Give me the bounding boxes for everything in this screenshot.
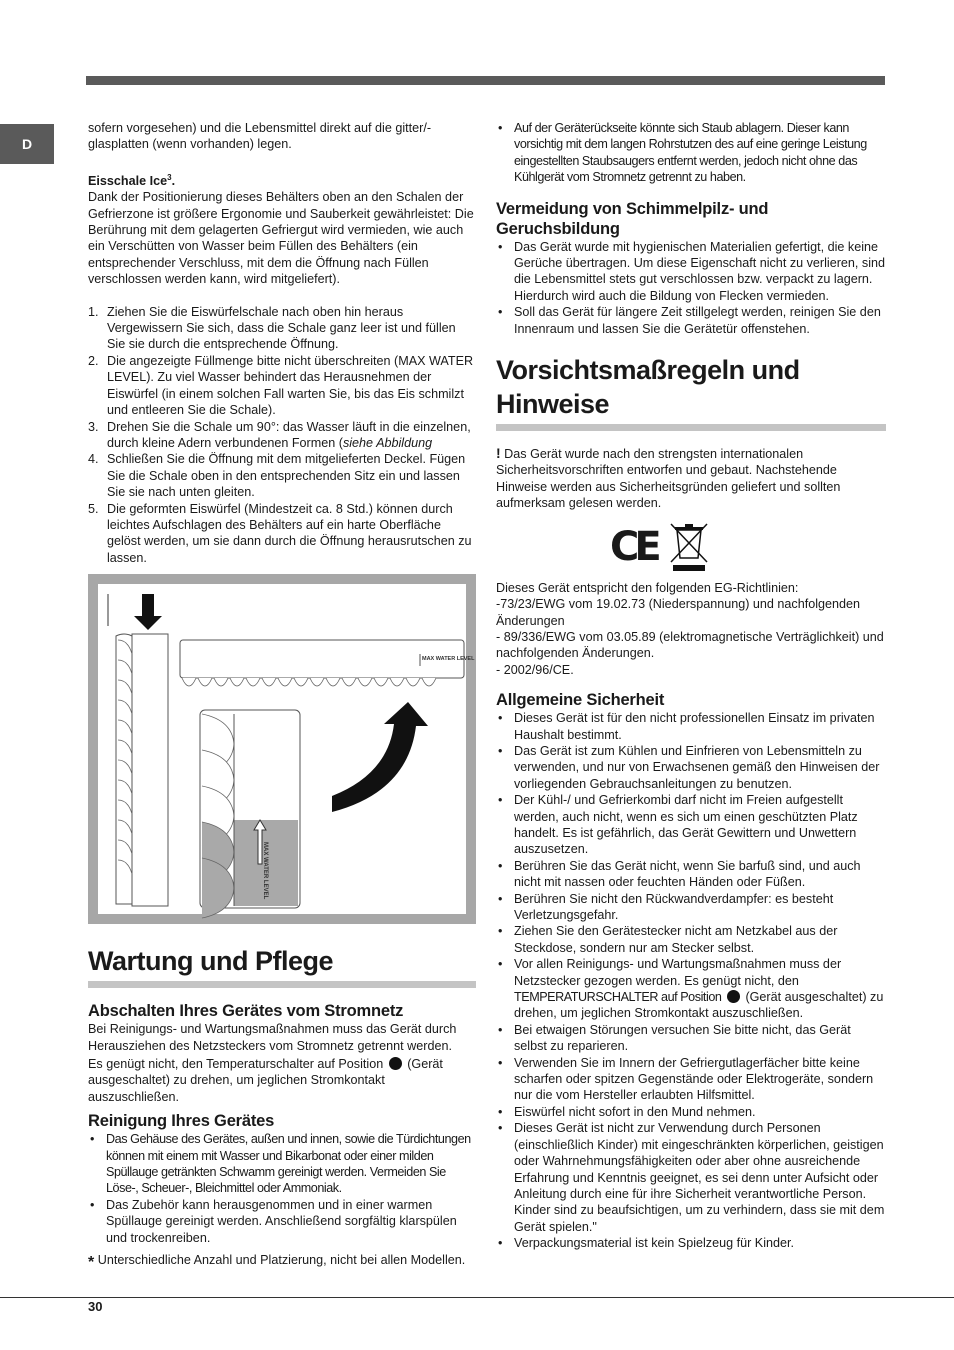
safety-section-title: Allgemeine Sicherheit bbox=[496, 691, 665, 710]
safety-text: Berühren Sie nicht den Rückwandverdampfer: es besteht Verletzungsgefahr. bbox=[514, 891, 834, 922]
bullet-icon: • bbox=[498, 743, 503, 758]
safety-text: Das Gerät ist zum Kühlen und Einfrieren von Lebensmitteln zu verwenden, und nur von Erwachsenen gemäß den Hinweisen der vorliegenden Gebrauchsanleitungen zu benutzen. bbox=[514, 743, 880, 791]
footnote-star: * bbox=[88, 1254, 95, 1272]
bullet-icon: • bbox=[498, 305, 503, 320]
bullet-icon: • bbox=[498, 239, 503, 254]
list-item bbox=[88, 451, 476, 500]
list-item bbox=[496, 120, 886, 186]
power-body-2a: Es genügt nicht, den Temperaturschalter auf Position bbox=[88, 1056, 384, 1071]
dust-list bbox=[496, 120, 886, 186]
power-body-2b: (Gerät ausgeschaltet) zu drehen, um jeglichen Stromkontakt auszuschließen. bbox=[88, 1056, 443, 1104]
ice-tray-sup: 3 bbox=[167, 172, 172, 182]
bullet-icon: • bbox=[498, 793, 503, 808]
list-item bbox=[496, 1120, 886, 1235]
list-item bbox=[496, 1104, 886, 1120]
maintenance-title: Wartung und Pflege bbox=[88, 946, 333, 977]
bullet-icon: • bbox=[498, 1236, 503, 1251]
safety-text: Bei etwaigen Störungen versuchen Sie bitte nicht, das Gerät selbst zu reparieren. bbox=[514, 1022, 851, 1054]
ice-tray-heading bbox=[88, 173, 476, 189]
power-body-1: Bei Reinigungs- und Wartungsmaßnahmen muss das Gerät durch Herausziehen des Netzsteckers vom Stromnetz getrennt werden. bbox=[88, 1022, 457, 1053]
list-item bbox=[496, 792, 886, 858]
list-item bbox=[496, 891, 886, 924]
cleaning-list bbox=[88, 1131, 476, 1246]
safety-text: Dieses Gerät ist für den nicht professionellen Einsatz im privaten Haushalt bestimmt. bbox=[514, 711, 875, 742]
list-item bbox=[496, 710, 886, 743]
power-section-title: Abschalten Ihres Gerätes vom Stromnetz bbox=[88, 1002, 404, 1021]
safety-switch-text-c: (Gerät ausgeschaltet) zu drehen, um jeglichen Stromkontakt auszuschließen. bbox=[514, 990, 884, 1021]
footnote bbox=[88, 1252, 476, 1271]
bullet-icon: • bbox=[90, 1197, 95, 1212]
warning-paragraph bbox=[496, 445, 886, 512]
bullet-icon: • bbox=[498, 957, 503, 972]
list-item bbox=[496, 304, 886, 337]
ice-tray-body: Dank der Positionierung dieses Behälters oben an den Schalen der Gefrierzone ist größere Ergonomie und Sauberkeit gewährleistet: Die Berührung mit dem gelagerten Gefriergut wird vermieden, wie auch ein Verschütten von Wasser beim Füllen des Behälters (ein entsprechender Verschluss, mit dem die Öffnung nach Füllen verschlossen werden kann, wird mitgeliefert). bbox=[88, 190, 474, 287]
intro-text: sofern vorgesehen) und die Lebensmittel direkt auf die gitter/-glasplatten (wenn vorhanden) legen. bbox=[88, 121, 432, 152]
mold-list bbox=[496, 239, 886, 337]
figure-label-max: MAX WATER LEVEL bbox=[422, 656, 475, 663]
step-text: Ziehen Sie die Eiswürfelschale nach oben hin heraus Vergewissern Sie sich, dass die Schale ganz leer ist und füllen Sie sie durch die entsprechende Öffnung. bbox=[107, 304, 456, 352]
directive-weee: - 2002/96/CE. bbox=[496, 662, 574, 677]
step-number: 2. bbox=[88, 353, 99, 368]
list-item bbox=[496, 1235, 886, 1251]
mold-text: Das Gerät wurde mit hygienischen Materialien gefertigt, die keine Gerüche übertragen. Um diese Eigenschaft nicht zu verlieren, sind die Lebensmittel stets gut verschlossen bzw. verpackt zu lagern. Hierdurch wird auch die Bildung von Flecken vermieden. bbox=[514, 239, 886, 303]
off-position-icon bbox=[727, 990, 740, 1003]
figure-label-max-word: MAX bbox=[262, 842, 268, 856]
list-item bbox=[88, 353, 476, 419]
cleaning-section-title: Reinigung Ihres Gerätes bbox=[88, 1112, 275, 1131]
ice-tray-title-end: . bbox=[171, 173, 176, 188]
bullet-icon: • bbox=[498, 858, 503, 873]
bullet-icon: • bbox=[498, 1104, 503, 1119]
title-rule bbox=[496, 424, 886, 431]
directive-emc: - 89/336/EWG vom 03.05.89 (elektromagnetische Verträglichkeit) und nachfolgenden Änderungen. bbox=[496, 629, 884, 661]
warning-icon: ! bbox=[496, 445, 501, 462]
ce-mark-icon: CE bbox=[610, 523, 657, 570]
safety-text: Ziehen Sie den Gerätestecker nicht am Netzkabel aus der Steckdose, sondern nur am Stecker selbst. bbox=[514, 924, 838, 955]
step-number: 5. bbox=[88, 501, 99, 516]
figure-label-water bbox=[262, 842, 268, 899]
cleaning-text: Das Gehäuse des Gerätes, außen und innen, sowie die Türdichtungen können mit einem mit Wasser und Bikarbonat oder einer milden Spüllauge getränkten Schwamm gereinigt werden. Vermeiden Sie Löse-, Scheuer-, Bleichmittel oder Ammoniak. bbox=[106, 1132, 471, 1196]
page-number: 30 bbox=[88, 1299, 103, 1314]
step-text: Drehen Sie die Schale um 90°: das Wasser läuft in die einzelnen, durch kleine Adern verbundenen Formen ( bbox=[107, 419, 471, 450]
safety-text: Verwenden Sie im Innern der Gefriergutlagerfächer bitte keine scharfen oder spitzen Gegenstände oder Elektrogeräte, sondern nur die vom Hersteller erlaubten Hilfsmittel. bbox=[514, 1055, 874, 1103]
bullet-icon: • bbox=[498, 924, 503, 939]
bullet-icon: • bbox=[498, 1121, 503, 1136]
step-text: Schließen Sie die Öffnung mit dem mitgelieferten Deckel. Fügen Sie die Schale oben in den entsprechenden Sitz ein und lassen Sie sie nach unten gleiten. bbox=[107, 452, 466, 500]
title-rule bbox=[88, 981, 476, 988]
safety-text: Der Kühl-/ und Gefrierkombi darf nicht im Freien aufgestellt werden, auch nicht, wenn es sich um einen geschützten Platz handelt. Es ist gefährlich, das Gerät Gewittern und Unwettern auszusetzen. bbox=[514, 793, 858, 857]
list-item bbox=[88, 501, 476, 567]
list-item bbox=[496, 239, 886, 305]
ice-tray-illustration bbox=[88, 574, 476, 924]
step-number: 3. bbox=[88, 419, 99, 434]
safety-switch-text-b: TEMPERATURSCHALTER auf Position bbox=[514, 990, 722, 1005]
directive-low-voltage: -73/23/EWG vom 19.02.73 (Niederspannung) und nachfolgenden Änderungen bbox=[496, 597, 861, 628]
power-body-2 bbox=[88, 1056, 476, 1105]
bullet-icon: • bbox=[498, 121, 502, 135]
ice-tray-title: Eisschale Ice bbox=[88, 173, 168, 188]
list-item bbox=[496, 1022, 886, 1055]
safety-text: Dieses Gerät ist nicht zur Verwendung durch Personen (einschließlich Kinder) mit eingeschränkten körperlichen, geistigen oder Wahrnehmungsfähigkeiten oder aber ohne ausreichende Erfahrung und Kenntnis geeignet, es sei denn unter Aufsicht oder Anleitung durch eine für ihre Sicherheit verantwortliche Person. Kinder sind zu beaufsichtigen, um zu verhindern, dass sie mit dem Gerät spielen." bbox=[514, 1121, 885, 1234]
list-item bbox=[88, 304, 476, 353]
bullet-icon: • bbox=[498, 711, 503, 726]
warning-text: Das Gerät wurde nach den strengsten internationalen Sicherheitsvorschriften entworfen und gebaut. Nachstehende Hinweise werden aus Sicherheitsgründen geliefert und sollten aufmerksam gelesen werden. bbox=[496, 447, 841, 511]
figure-label-water-words: WATER LEVEL bbox=[262, 857, 268, 900]
off-position-icon bbox=[389, 1057, 402, 1070]
directives-intro: Dieses Gerät entspricht den folgenden EG-Richtlinien: bbox=[496, 580, 799, 595]
mold-text: Soll das Gerät für längere Zeit stillgelegt werden, reinigen Sie den Innenraum und lassen Sie die Gerätetür offenstehen. bbox=[514, 305, 881, 336]
ice-tray-drawing bbox=[88, 574, 476, 924]
step-text: Die geformten Eiswürfel (Mindestzeit ca. 8 Std.) können durch leichtes Aufschlagen des Behälters auf ein harte Oberfläche gelöst werden, um sie dann durch die Öffnung herausrutschen zu lassen. bbox=[107, 501, 472, 565]
list-item bbox=[88, 419, 476, 452]
cleaning-text: Das Zubehör kann herausgenommen und in einer warmen Spüllauge gereinigt werden. Anschließend sorgfältig klarspülen und trockenreiben. bbox=[106, 1197, 457, 1245]
left-column bbox=[88, 120, 476, 1271]
language-tab-label: D bbox=[21, 135, 33, 152]
ice-steps-list bbox=[88, 304, 476, 567]
bullet-icon: • bbox=[498, 891, 503, 906]
dust-text: Auf der Geräterückseite könnte sich Staub ablagern. Dieser kann vorsichtig mit dem langen Rohrstutzen des auf eine geringe Leistung eingestellten Staubsaugers entfernt werden, jedoch nicht ohne das Kühlgerät vom Stromnetz getrennt zu haben. bbox=[514, 121, 867, 185]
mold-section-title: Vermeidung von Schimmelpilz- und Geruchsbildung bbox=[496, 199, 769, 238]
step-number: 4. bbox=[88, 452, 99, 467]
bullet-icon: • bbox=[498, 1055, 503, 1070]
step-number: 1. bbox=[88, 304, 99, 319]
precautions-title: Vorsichtsmaßregeln und Hinweise bbox=[496, 355, 800, 420]
bullet-icon: • bbox=[498, 1022, 503, 1037]
list-item bbox=[88, 1131, 476, 1197]
safety-switch-text-a: Vor allen Reinigungs- und Wartungsmaßnahmen muss der Netzstecker gezogen werden. Es genügt nicht, den bbox=[514, 957, 842, 988]
safety-text: Berühren Sie das Gerät nicht, wenn Sie barfuß sind, und auch nicht mit nassen oder feuchten Händen oder Füßen. bbox=[514, 858, 861, 890]
list-item bbox=[496, 1055, 886, 1104]
footer-rule bbox=[0, 1297, 954, 1298]
safety-text: Eiswürfel nicht sofort in den Mund nehmen. bbox=[514, 1104, 756, 1119]
footnote-text: Unterschiedliche Anzahl und Platzierung, nicht bei allen Modellen. bbox=[97, 1253, 466, 1268]
list-item bbox=[496, 858, 886, 891]
list-item bbox=[496, 743, 886, 792]
list-item bbox=[496, 956, 886, 1022]
bullet-icon: • bbox=[90, 1132, 94, 1147]
list-item bbox=[496, 923, 886, 956]
safety-list bbox=[496, 710, 886, 1251]
top-bar bbox=[86, 76, 885, 85]
safety-text: Verpackungsmaterial ist kein Spielzeug für Kinder. bbox=[514, 1236, 795, 1251]
weee-bin-icon bbox=[669, 522, 709, 572]
language-tab bbox=[0, 124, 54, 164]
step-text: Die angezeigte Füllmenge bitte nicht überschreiten (MAX WATER LEVEL). Zu viel Wasser behindert das Herausnehmen der Eiswürfel (in einem solchen Fall warten Sie, bis das Eis schmilzt und entleeren Sie die Schale). bbox=[107, 353, 474, 418]
list-item bbox=[88, 1197, 476, 1246]
right-column bbox=[496, 120, 886, 1252]
certification-marks bbox=[610, 522, 886, 572]
step-italic-ref: siehe Abbildung bbox=[342, 435, 433, 450]
